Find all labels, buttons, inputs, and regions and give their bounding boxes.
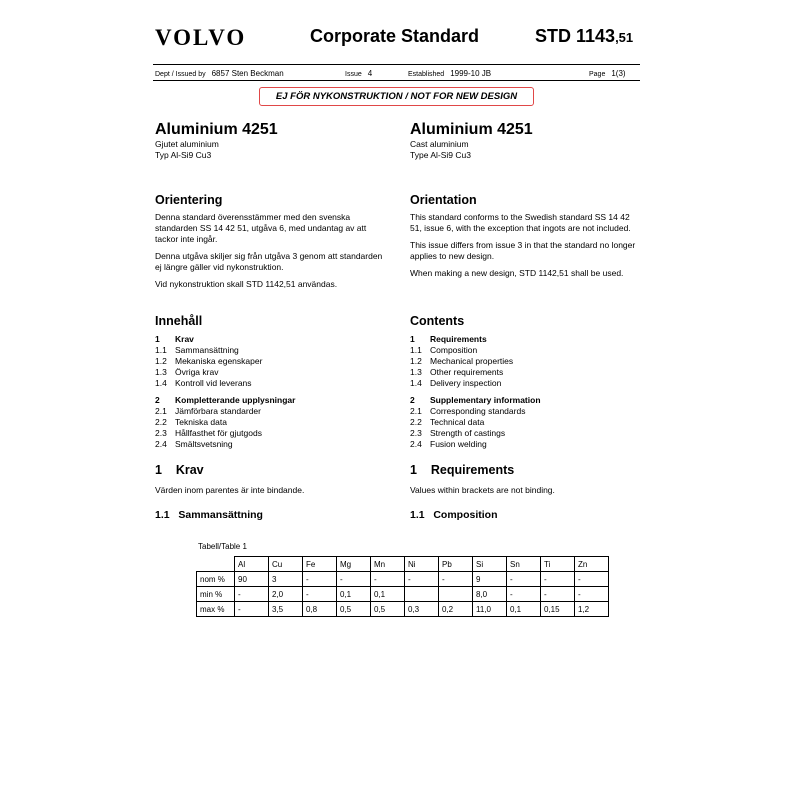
toc-number: 2.4 bbox=[155, 439, 167, 449]
en-orientation bbox=[410, 193, 642, 279]
toc-item bbox=[410, 395, 642, 406]
toc-number: 1.3 bbox=[410, 367, 422, 377]
toc-number: 2 bbox=[410, 395, 415, 405]
en-contents bbox=[410, 314, 642, 450]
sv-orientation-p2: Denna utgåva skiljer sig från utgåva 3 genom att standarden ej längre gäller vid nykonstruktion. bbox=[155, 251, 383, 272]
toc-label: Strength of castings bbox=[430, 428, 506, 438]
sv-requirements-text: Värden inom parentes är inte bindande. bbox=[155, 485, 305, 495]
composition-table bbox=[196, 556, 609, 617]
toc-number: 2.1 bbox=[410, 406, 422, 416]
table-row bbox=[197, 572, 609, 587]
table-cell: 0,15 bbox=[541, 602, 575, 617]
toc-item bbox=[155, 378, 387, 389]
sv-contents-heading: Innehåll bbox=[155, 314, 203, 328]
table-cell: - bbox=[303, 572, 337, 587]
toc-item bbox=[410, 406, 642, 417]
table-row-label: min % bbox=[197, 587, 235, 602]
table-row-label: nom % bbox=[197, 572, 235, 587]
toc-number: 2.4 bbox=[410, 439, 422, 449]
toc-number: 1.2 bbox=[410, 356, 422, 366]
en-toc-section-1 bbox=[410, 334, 642, 389]
table-cell: 2,0 bbox=[269, 587, 303, 602]
toc-item bbox=[410, 439, 642, 450]
sv-subtitle-1: Gjutet aluminium bbox=[155, 139, 219, 149]
table-cell: 11,0 bbox=[473, 602, 507, 617]
table-cell: 0,2 bbox=[439, 602, 473, 617]
table-cell: - bbox=[235, 602, 269, 617]
table-cell: 0,5 bbox=[371, 602, 405, 617]
en-toc-section-2 bbox=[410, 395, 642, 450]
sv-composition-heading: 1.1 Sammansättning bbox=[155, 509, 263, 521]
toc-number: 1 bbox=[410, 334, 415, 344]
table-cell bbox=[405, 587, 439, 602]
table-row bbox=[197, 602, 609, 617]
toc-item bbox=[155, 417, 387, 428]
toc-item bbox=[410, 356, 642, 367]
toc-label: Smältsvetsning bbox=[175, 439, 233, 449]
toc-label: Jämförbara standarder bbox=[175, 406, 261, 416]
sv-orientation bbox=[155, 193, 387, 290]
table-header-cell: Mn bbox=[371, 557, 405, 572]
toc-label: Mechanical properties bbox=[430, 356, 514, 366]
en-composition-heading: 1.1 Composition bbox=[410, 509, 498, 521]
toc-item bbox=[410, 334, 642, 345]
table-cell: 1,2 bbox=[575, 602, 609, 617]
table-cell: 3,5 bbox=[269, 602, 303, 617]
en-subtitle-2: Type Al-Si9 Cu3 bbox=[410, 150, 471, 160]
toc-label: Delivery inspection bbox=[430, 378, 502, 388]
table-cell: 0,3 bbox=[405, 602, 439, 617]
not-for-new-design-banner: EJ FÖR NYKONSTRUKTION / NOT FOR NEW DESIGN bbox=[259, 87, 534, 106]
table-header-cell: Zn bbox=[575, 557, 609, 572]
toc-item bbox=[155, 334, 387, 345]
toc-number: 2.2 bbox=[410, 417, 422, 427]
toc-label: Krav bbox=[175, 334, 194, 344]
table-cell: - bbox=[337, 572, 371, 587]
table-cell: 0,5 bbox=[337, 602, 371, 617]
table-header-cell: Si bbox=[473, 557, 507, 572]
toc-label: Fusion welding bbox=[430, 439, 487, 449]
en-orientation-heading: Orientation bbox=[410, 193, 477, 207]
meta-issue-value: 4 bbox=[367, 69, 373, 78]
sv-orientation-heading: Orientering bbox=[155, 193, 223, 207]
volvo-logo: VOLVO bbox=[155, 25, 247, 50]
table-cell: 0,1 bbox=[371, 587, 405, 602]
toc-item bbox=[410, 367, 642, 378]
sv-title: Aluminium 4251 bbox=[155, 121, 278, 138]
toc-label: Kompletterande upplysningar bbox=[175, 395, 296, 405]
toc-label: Technical data bbox=[430, 417, 485, 427]
toc-item bbox=[155, 345, 387, 356]
en-orientation-p2: This issue differs from issue 3 in that the standard no longer applies to new design. bbox=[410, 240, 636, 261]
en-orientation-p3: When making a new design, STD 1142,51 shall be used. bbox=[410, 268, 624, 278]
toc-item bbox=[155, 395, 387, 406]
table-row-label: max % bbox=[197, 602, 235, 617]
toc-label: Other requirements bbox=[430, 367, 504, 377]
en-requirements-heading: 1 Requirements bbox=[410, 463, 515, 477]
en-title-block bbox=[410, 121, 642, 161]
table-cell: - bbox=[575, 587, 609, 602]
toc-number: 1.3 bbox=[155, 367, 167, 377]
toc-number: 1 bbox=[155, 334, 160, 344]
toc-label: Corresponding standards bbox=[430, 406, 526, 416]
sv-contents bbox=[155, 314, 387, 450]
meta-page bbox=[589, 69, 626, 78]
toc-label: Requirements bbox=[430, 334, 487, 344]
meta-page-value: 1(3) bbox=[611, 69, 626, 78]
table-cell: - bbox=[541, 587, 575, 602]
toc-number: 2.2 bbox=[155, 417, 167, 427]
toc-item bbox=[410, 378, 642, 389]
toc-label: Tekniska data bbox=[175, 417, 227, 427]
table-cell: 90 bbox=[235, 572, 269, 587]
table-header-cell: Cu bbox=[269, 557, 303, 572]
table-cell: - bbox=[371, 572, 405, 587]
standard-number-main: STD 1143 bbox=[535, 26, 616, 46]
toc-number: 2.3 bbox=[410, 428, 422, 438]
toc-number: 1.4 bbox=[155, 378, 167, 388]
standard-number-suffix: ,51 bbox=[615, 30, 634, 45]
toc-label: Mekaniska egenskaper bbox=[175, 356, 263, 366]
table-header-cell: Pb bbox=[439, 557, 473, 572]
meta-page-label: Page bbox=[589, 71, 606, 78]
toc-number: 1.4 bbox=[410, 378, 422, 388]
toc-number: 1.2 bbox=[155, 356, 167, 366]
table-cell: - bbox=[507, 587, 541, 602]
toc-label: Hållfasthet för gjutgods bbox=[175, 428, 262, 438]
table-header-cell: Mg bbox=[337, 557, 371, 572]
table-cell: - bbox=[439, 572, 473, 587]
sv-orientation-p1: Denna standard överensstämmer med den svenska standarden SS 14 42 51, utgåva 6, med undantag av att tackor inte ingår. bbox=[155, 212, 367, 244]
en-subtitle-1: Cast aluminium bbox=[410, 139, 469, 149]
meta-established bbox=[408, 69, 491, 78]
toc-number: 1.1 bbox=[155, 345, 167, 355]
toc-item bbox=[410, 417, 642, 428]
table-header-cell: Al bbox=[235, 557, 269, 572]
toc-item bbox=[410, 345, 642, 356]
table-cell: - bbox=[303, 587, 337, 602]
table-header-cell: Sn bbox=[507, 557, 541, 572]
table-header-row bbox=[197, 557, 609, 572]
table-cell: 0,1 bbox=[507, 602, 541, 617]
table-cell: - bbox=[405, 572, 439, 587]
table-cell: 0,1 bbox=[337, 587, 371, 602]
header-top-rule bbox=[153, 64, 640, 65]
table-cell: - bbox=[575, 572, 609, 587]
toc-label: Sammansättning bbox=[175, 345, 239, 355]
en-title: Aluminium 4251 bbox=[410, 121, 533, 138]
document-type-title: Corporate Standard bbox=[310, 26, 480, 46]
toc-label: Övriga krav bbox=[175, 367, 219, 377]
toc-item bbox=[155, 356, 387, 367]
meta-established-label: Established bbox=[408, 71, 445, 78]
toc-number: 2 bbox=[155, 395, 160, 405]
meta-dept-value: 6857 Sten Beckman bbox=[211, 69, 284, 78]
sv-subtitle-2: Typ Al-Si9 Cu3 bbox=[155, 150, 212, 160]
meta-dept bbox=[155, 69, 284, 78]
toc-label: Kontroll vid leverans bbox=[175, 378, 252, 388]
header-bottom-rule bbox=[153, 80, 640, 81]
table-cell: - bbox=[235, 587, 269, 602]
meta-issue-label: Issue bbox=[345, 71, 362, 78]
sv-toc-section-2 bbox=[155, 395, 387, 450]
table-cell: 0,8 bbox=[303, 602, 337, 617]
meta-established-value: 1999-10 JB bbox=[450, 69, 492, 78]
en-requirements-text: Values within brackets are not binding. bbox=[410, 485, 555, 495]
sv-title-block bbox=[155, 121, 387, 161]
table-cell bbox=[439, 587, 473, 602]
table-cell: - bbox=[541, 572, 575, 587]
table-header-cell: Ni bbox=[405, 557, 439, 572]
meta-issue bbox=[345, 69, 372, 78]
toc-item bbox=[410, 428, 642, 439]
table-caption: Tabell/Table 1 bbox=[198, 542, 247, 551]
en-contents-heading: Contents bbox=[410, 314, 465, 328]
toc-number: 2.3 bbox=[155, 428, 167, 438]
toc-item bbox=[155, 439, 387, 450]
sv-orientation-p3: Vid nykonstruktion skall STD 1142,51 användas. bbox=[155, 279, 338, 289]
meta-dept-label: Dept / Issued by bbox=[155, 71, 206, 78]
toc-number: 2.1 bbox=[155, 406, 167, 416]
sv-requirements bbox=[155, 463, 387, 496]
toc-label: Composition bbox=[430, 345, 478, 355]
en-requirements bbox=[410, 463, 642, 496]
toc-item bbox=[155, 367, 387, 378]
sv-toc-section-1 bbox=[155, 334, 387, 389]
table-header-cell: Fe bbox=[303, 557, 337, 572]
table-row bbox=[197, 587, 609, 602]
en-orientation-p1: This standard conforms to the Swedish standard SS 14 42 51, issue 6, with the exception that ingots are not included. bbox=[410, 212, 631, 233]
table-cell: - bbox=[507, 572, 541, 587]
sv-requirements-heading: 1 Krav bbox=[155, 463, 204, 477]
toc-item bbox=[155, 406, 387, 417]
toc-label: Supplementary information bbox=[430, 395, 541, 405]
toc-number: 1.1 bbox=[410, 345, 422, 355]
table-cell: 3 bbox=[269, 572, 303, 587]
table-cell: 8,0 bbox=[473, 587, 507, 602]
table-header-cell bbox=[197, 557, 235, 572]
table-cell: 9 bbox=[473, 572, 507, 587]
toc-item bbox=[155, 428, 387, 439]
table-header-cell: Ti bbox=[541, 557, 575, 572]
standard-number bbox=[535, 26, 633, 47]
